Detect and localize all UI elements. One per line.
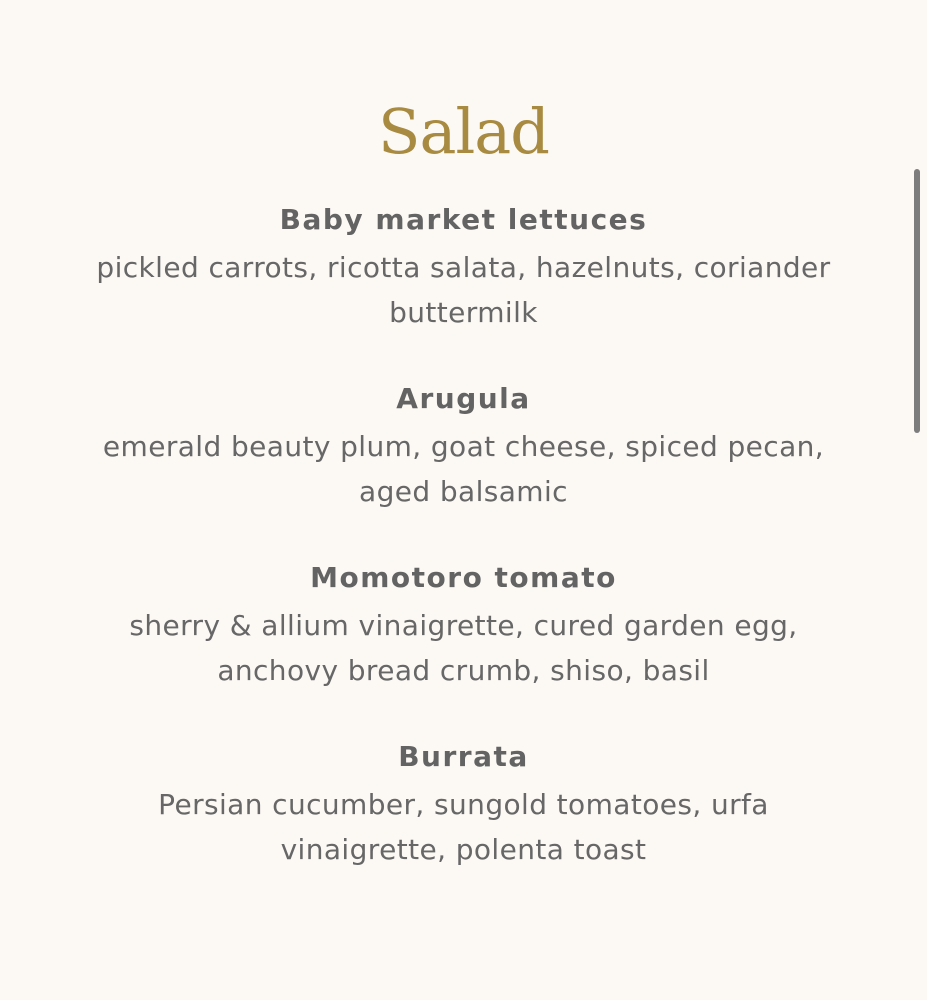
menu-item-description: emerald beauty plum, goat cheese, spiced pecan, aged balsamic — [102, 430, 825, 508]
menu-item-description: sherry & allium vinaigrette, cured garden egg, anchovy bread crumb, shiso, basil — [129, 609, 798, 687]
section-title: Salad — [378, 95, 549, 168]
menu-item-description: pickled carrots, ricotta salata, hazelnuts, coriander buttermilk — [96, 251, 831, 329]
scrollbar-thumb[interactable] — [914, 169, 920, 433]
menu-item-name: Arugula — [396, 382, 531, 415]
menu-item — [0, 200, 927, 335]
menu-item-description: Persian cucumber, sungold tomatoes, urfa vinaigrette, polenta toast — [158, 788, 769, 866]
menu-item — [0, 737, 927, 872]
menu-item-name: Burrata — [398, 740, 529, 773]
menu-item-name: Baby market lettuces — [279, 203, 648, 236]
menu-item — [0, 558, 927, 693]
menu-item-name: Momotoro tomato — [310, 561, 617, 594]
menu-item — [0, 379, 927, 514]
